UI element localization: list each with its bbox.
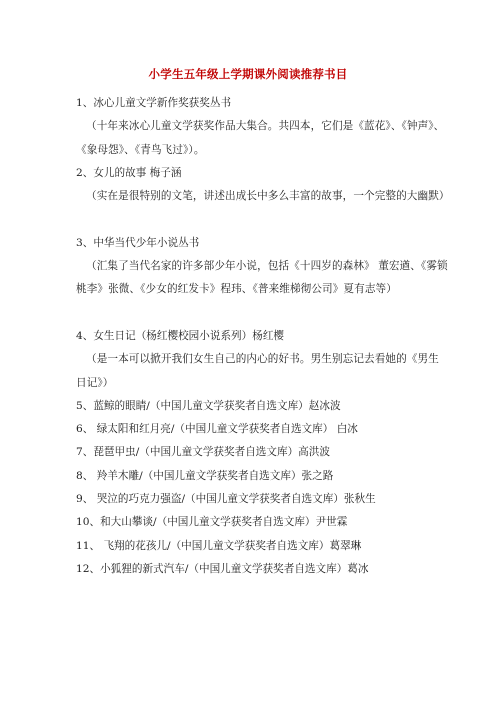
list-item: 8、 羚羊木雕/（中国儿童文学获奖者自选文库）张之路 — [76, 469, 334, 482]
list-item: 12、小狐狸的新式汽车/（中国儿童文学获奖者自选文库）葛冰 — [76, 562, 369, 575]
book-list — [76, 92, 448, 581]
list-item: 9、 哭泣的巧克力强盗/（中国儿童文学获奖者自选文库）张秋生 — [76, 493, 376, 506]
list-item-description: （是一本可以掀开我们女生自己的内心的好书。男生别忘记去看她的《男生日记》） — [76, 353, 439, 389]
page-title: 小学生五年级上学期课外阅读推荐书目 — [148, 67, 348, 81]
list-item: 1、冰心儿童文学新作奖获奖丛书 — [76, 97, 232, 109]
list-item: 2、女儿的故事 梅子涵 — [76, 166, 182, 179]
list-item: 4、女生日记（杨红樱校园小说系列）杨红樱 — [76, 329, 285, 342]
list-item: 11、 飞翔的花孩儿/（中国儿童文学获奖者自选文库）葛翠琳 — [76, 539, 362, 552]
list-item-description: （汇集了当代名家的许多部少年小说，包括《十四岁的森林》 董宏遒、《雾锁桃李》张微、《少女的红发卡》程玮、《普来维梯彻公司》夏有志等） — [76, 260, 448, 296]
list-item: 3、中华当代少年小说丛书 — [76, 236, 200, 249]
list-item: 6、 绿太阳和红月亮/（中国儿童文学获奖者自选文库） 白冰 — [76, 423, 358, 436]
list-item: 5、蓝鲸的眼睛/（中国儿童文学获奖者自选文库）赵冰波 — [76, 399, 341, 412]
list-item-description: （十年来冰心儿童文学获奖作品大集合。共四本，它们是《蓝花》、《钟声》、《象母怨》、《青鸟飞过》）。 — [76, 120, 445, 156]
list-item: 10、和大山攀谈/（中国儿童文学获奖者自选文库）尹世霖 — [76, 516, 348, 529]
list-item: 7、琵琶甲虫/（中国儿童文学获奖者自选文库）高洪波 — [76, 446, 330, 459]
list-item-description: （实在是很特别的文笔，讲述出成长中多么丰富的故事，一个完整的大幽默） — [86, 190, 450, 203]
